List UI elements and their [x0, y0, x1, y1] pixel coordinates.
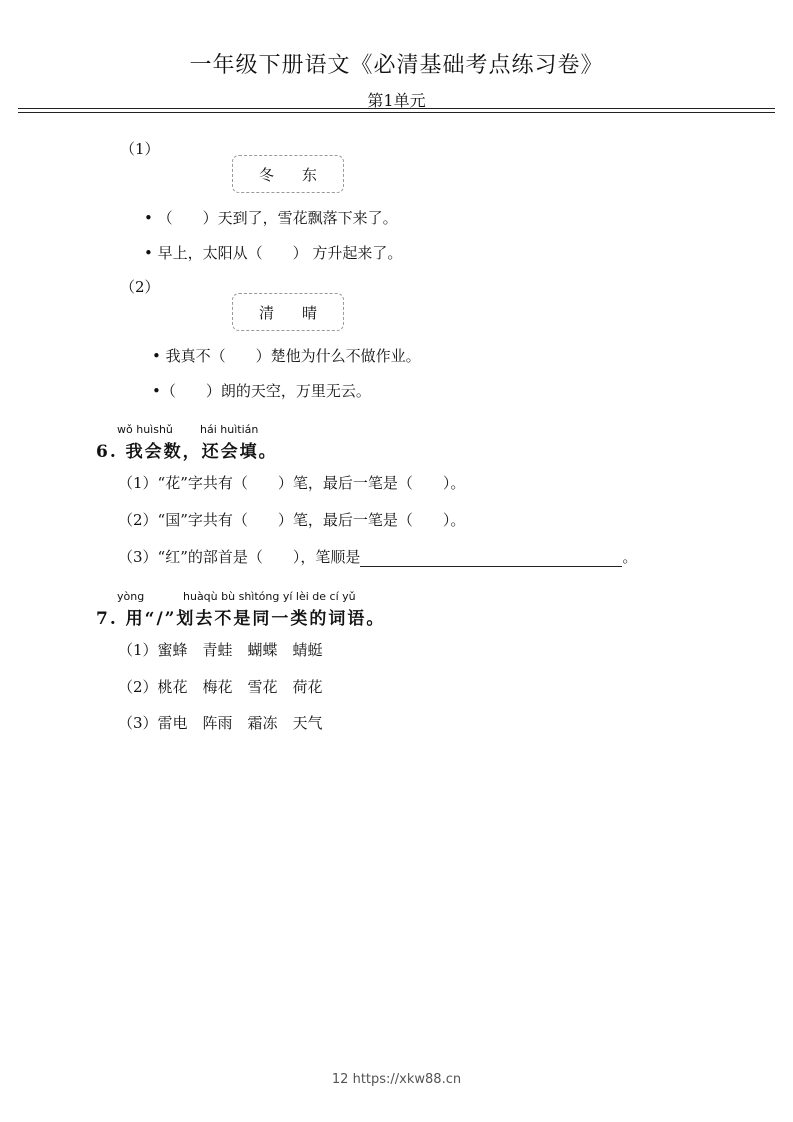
- part1-sentence-2: • 早上，太阳从（ ） 方升起来了。: [144, 244, 403, 262]
- page-footer: 12 https://xkw88.cn: [331, 1072, 462, 1087]
- part1-word-a: 冬: [258, 165, 274, 184]
- q6-item-1: （1）“花”字共有（ ）笔，最后一笔是（ ）。: [118, 474, 466, 492]
- q6-item-3: [118, 546, 637, 567]
- part2-label: （2）: [120, 278, 160, 296]
- q6-title: 6. 我会数，还会填。: [96, 442, 278, 462]
- part2-word-b: 晴: [302, 303, 318, 322]
- q6-pinyin-a: wǒ huìshǔ: [117, 423, 173, 436]
- unit-subtitle: 第1单元: [367, 91, 426, 110]
- part1-word-b: 东: [302, 165, 318, 184]
- q7-item-3: （3）雷电 阵雨 霜冻 天气: [118, 714, 323, 732]
- q6-item-3-end: 。: [622, 548, 638, 566]
- part1-word-box: [232, 155, 344, 193]
- q7-item-2: （2）桃花 梅花 雪花 荷花: [118, 678, 323, 696]
- part1-sentence-1: • （ ）天到了，雪花飘落下来了。: [144, 209, 398, 227]
- header-divider-bottom: [18, 112, 775, 113]
- page-title: 一年级下册语文《必清基础考点练习卷》: [189, 53, 604, 78]
- q7-pinyin-b: huàqù bù shìtóng yí lèi de cí yǔ: [183, 590, 356, 603]
- part2-word-a: 清: [258, 303, 274, 322]
- part1-label: （1）: [120, 140, 160, 158]
- q6-item-3-text: （3）“红”的部首是（ ），笔顺是: [118, 548, 361, 566]
- q6-item-2: （2）“国”字共有（ ）笔，最后一笔是（ ）。: [118, 511, 466, 529]
- q6-pinyin-b: hái huìtián: [200, 423, 259, 436]
- q7-item-1: （1）蜜蜂 青蛙 蝴蝶 蜻蜓: [118, 641, 323, 659]
- part2-sentence-1: • 我真不（ ）楚他为什么不做作业。: [152, 347, 421, 365]
- header-divider-top: [18, 108, 775, 109]
- stroke-order-blank: [360, 552, 622, 567]
- q7-title: 7. 用“/”划去不是同一类的词语。: [96, 609, 386, 629]
- q7-pinyin-a: yòng: [117, 590, 145, 603]
- part2-word-box: [232, 293, 344, 331]
- part2-sentence-2: •（ ）朗的天空，万里无云。: [152, 382, 371, 400]
